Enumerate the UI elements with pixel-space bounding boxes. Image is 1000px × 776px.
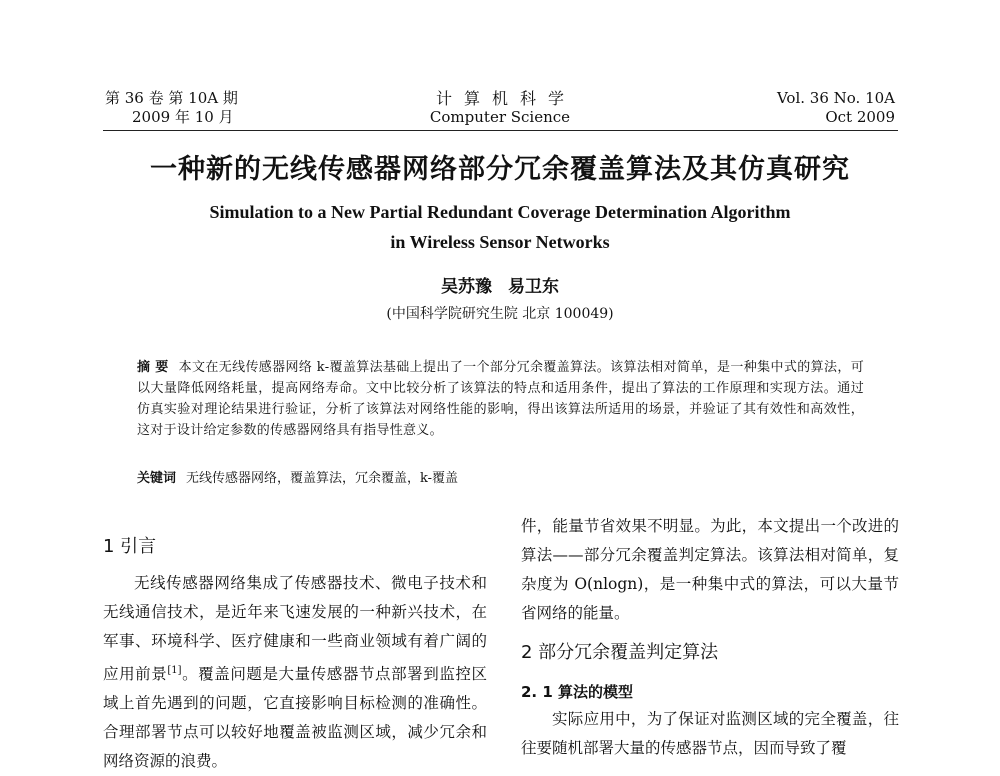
- journal-name-cn: 计算机科学: [435, 89, 576, 108]
- citation-1: [1]: [167, 665, 182, 676]
- abstract: [137, 357, 864, 441]
- keywords-text: 无线传感器网络，覆盖算法，冗余覆盖，k-覆盖: [186, 471, 459, 486]
- section-2-1-paragraph: 实际应用中，为了保证对监测区域的完全覆盖，往往要随机部署大量的传感器节点，因而导致了覆: [521, 710, 899, 757]
- header-volume-line: 第 36 卷 第 10A 期: [105, 89, 238, 107]
- header-volume-issue: [105, 89, 365, 127]
- header-vol-en: [700, 89, 895, 127]
- authors: 吴苏豫 易卫东: [441, 277, 559, 297]
- abstract-text: 本文在无线传感器网络 k-覆盖算法基础上提出了一个部分冗余覆盖算法。该算法相对简单，是一种集中式的算法，可以大量降低网络耗量，提高网络寿命。文中比较分析了该算法的特点和适用条件，提出了算法的工作原理和实现方法。通过仿真实验对理论结果进行验证，分析了该算法对网络性能的影响，得出该算法所适用的场景，并验证了其有效性和高效性，这对于设计给定参数的传感器网络具有指导性意义。: [137, 360, 864, 438]
- right-column-paragraph: 件，能量节省效果不明显。为此，本文提出一个改进的算法——部分冗余覆盖判定算法。该算法相对简单，复杂度为 O(nlogn)，是一种集中式的算法，可以大量节省网络的能量。: [521, 517, 899, 622]
- header-rule: [103, 130, 898, 131]
- paper-title-cn: 一种新的无线传感器网络部分冗余覆盖算法及其仿真研究: [150, 154, 850, 185]
- journal-name-en: Computer Science: [429, 108, 571, 126]
- keywords-label: 关键词: [137, 471, 177, 486]
- header-journal: [400, 89, 600, 127]
- header-date-line: 2009 年 10 月: [132, 108, 234, 126]
- paper-title-en-line2: in Wireless Sensor Networks: [390, 232, 610, 252]
- affiliation: (中国科学院研究生院 北京 100049): [386, 306, 614, 322]
- section-1-text-cont: 。覆盖问题是大量传感器节点部署到监控区域上首先遇到的问题，它直接影响目标检测的准确性。合理部署节点可以较好地覆盖被监测区域，减少冗余和网络资源的浪费。: [103, 665, 487, 771]
- header-date-en-line: Oct 2009: [825, 108, 895, 126]
- paper-title-en: [100, 197, 900, 257]
- section-2-heading: 2 部分冗余覆盖判定算法: [521, 642, 719, 663]
- section-1-heading: 1 引言: [103, 536, 157, 557]
- keywords: [137, 467, 864, 486]
- section-1-text: 无线传感器网络集成了传感器技术、微电子技术和无线通信技术，是近年来飞速发展的一种新兴技术，在军事、环境科学、医疗健康和一些商业领域有着广阔的应用前景: [103, 574, 487, 684]
- paper-title-en-line1: Simulation to a New Partial Redundant Coverage Determination Algorithm: [209, 202, 791, 222]
- abstract-label: 摘 要: [137, 360, 169, 375]
- header-vol-en-line: Vol. 36 No. 10A: [776, 89, 895, 107]
- section-1-paragraph: [103, 569, 487, 776]
- section-2-1-heading: 2. 1 算法的模型: [521, 683, 634, 701]
